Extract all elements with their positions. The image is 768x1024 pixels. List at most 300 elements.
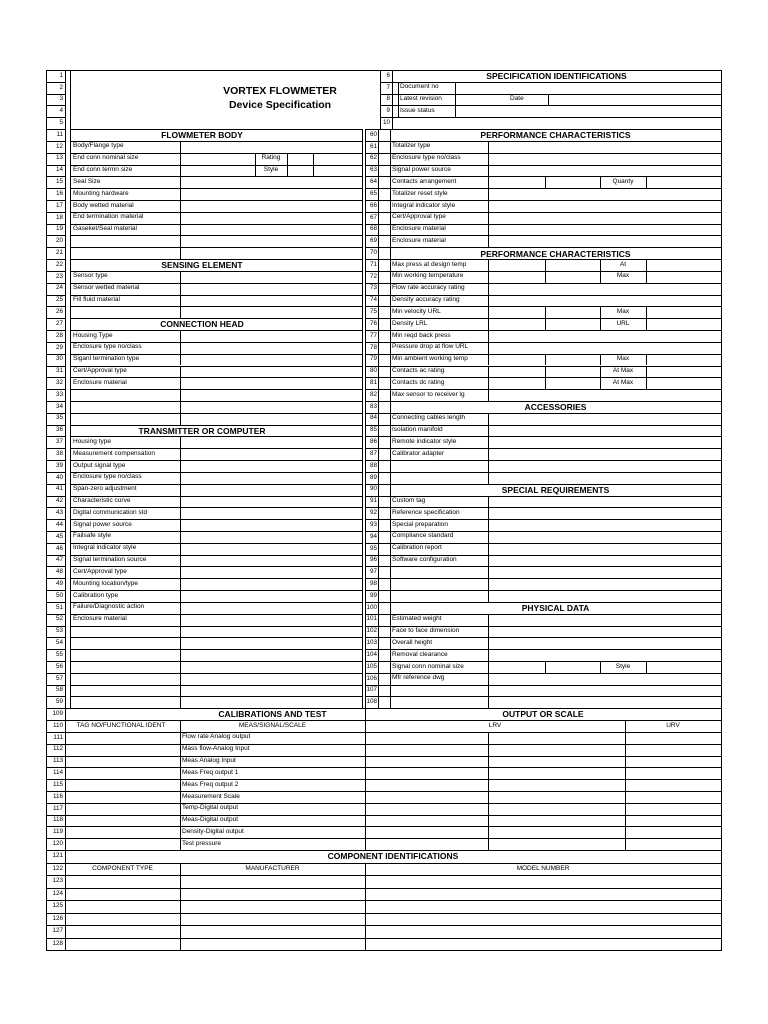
number-row-line <box>46 141 65 142</box>
section-heading: OUTPUT OR SCALE <box>502 709 584 720</box>
row-number: 26 <box>55 308 63 316</box>
field-value[interactable] <box>488 212 721 224</box>
section-heading: SENSING ELEMENT <box>161 260 243 271</box>
field-value[interactable] <box>488 507 721 519</box>
field-value[interactable] <box>455 94 721 106</box>
row-number: 46 <box>55 544 63 552</box>
field-label: Seal Size <box>73 177 101 185</box>
field-value[interactable] <box>180 744 721 756</box>
document-title: VORTEX FLOWMETER <box>223 85 337 97</box>
row-number: 125 <box>52 902 63 910</box>
column-header: MODEL NUMBER <box>516 864 570 872</box>
row-number: 93 <box>369 520 377 528</box>
column-header: MANUFACTURER <box>245 864 300 872</box>
value-column-line <box>180 413 181 425</box>
field-value[interactable] <box>180 673 362 685</box>
value-column-line <box>180 224 181 236</box>
field-value[interactable] <box>488 295 721 307</box>
value-column-line <box>180 330 181 342</box>
value-column-line <box>180 247 181 259</box>
sub-cell-line <box>646 306 647 318</box>
field-value[interactable] <box>488 649 721 661</box>
field-value[interactable] <box>488 224 721 236</box>
field-value[interactable] <box>180 212 362 224</box>
value-column-line <box>180 472 181 484</box>
row-number: 32 <box>55 379 63 387</box>
row-number: 23 <box>55 272 63 280</box>
row-number: 17 <box>55 201 63 209</box>
field-value[interactable] <box>488 673 721 685</box>
component-cell[interactable] <box>65 888 721 900</box>
field-label: Meas Analog Input <box>182 757 236 765</box>
component-cell[interactable] <box>65 938 721 950</box>
row-number: 65 <box>369 189 377 197</box>
sub-cell-line <box>646 366 647 378</box>
component-type-line <box>180 863 181 950</box>
row-number: 45 <box>55 532 63 540</box>
row-number: 60 <box>369 130 377 138</box>
field-label: Housing Type <box>73 331 113 339</box>
field-value[interactable] <box>488 330 721 342</box>
number-row-line <box>46 472 65 473</box>
field-value[interactable] <box>180 507 362 519</box>
row-number: 67 <box>369 213 377 221</box>
row-number: 111 <box>53 733 63 741</box>
component-cell[interactable] <box>65 875 721 887</box>
field-label: Flow rate Analog output <box>182 733 251 741</box>
component-cell[interactable] <box>65 900 721 912</box>
field-value[interactable] <box>180 330 362 342</box>
row-number: 85 <box>369 426 377 434</box>
field-value[interactable] <box>488 165 721 177</box>
field-value[interactable] <box>180 271 362 283</box>
field-label: Mass flow-Analog Input <box>182 745 250 753</box>
field-value[interactable] <box>488 578 721 590</box>
row-number: 51 <box>55 603 63 611</box>
value-column-line <box>180 507 181 519</box>
row-number: 105 <box>366 662 377 670</box>
column-header: LRV <box>488 721 502 729</box>
column-header: MEAS/SIGNAL/SCALE <box>238 721 307 729</box>
field-value[interactable] <box>180 767 721 779</box>
field-sublabel: At Max <box>612 378 634 386</box>
field-value[interactable] <box>180 295 362 307</box>
row-number: 57 <box>55 674 63 682</box>
row-number: 115 <box>52 780 63 788</box>
number-row-line <box>46 330 65 331</box>
field-value[interactable] <box>180 366 362 378</box>
section-heading: CALIBRATIONS AND TEST <box>218 709 327 720</box>
row-number: 41 <box>55 485 63 493</box>
field-value[interactable] <box>180 661 362 673</box>
field-value[interactable] <box>488 141 721 153</box>
value-column-line <box>180 188 181 200</box>
field-value[interactable] <box>180 626 362 638</box>
field-value[interactable] <box>488 626 721 638</box>
field-value[interactable] <box>180 791 721 803</box>
field-value[interactable] <box>488 696 721 708</box>
sub-cell-line <box>313 153 314 165</box>
section-heading: SPECIFICATION IDENTIFICATIONS <box>486 71 627 81</box>
field-value[interactable] <box>455 82 721 94</box>
field-value[interactable] <box>488 425 721 437</box>
column-header: TAG NO/FUNCTIONAL IDENT <box>76 721 166 729</box>
value-column-line <box>180 212 181 224</box>
row-number: 83 <box>369 402 377 410</box>
field-sublabel: Style <box>263 166 279 174</box>
field-value[interactable] <box>180 815 721 827</box>
field-value[interactable] <box>180 283 362 295</box>
row-number: 97 <box>369 568 377 576</box>
field-label: Enclosure type no/class <box>392 154 461 162</box>
row-number: 28 <box>55 331 63 339</box>
row-number: 59 <box>55 698 63 706</box>
field-value[interactable] <box>488 235 721 247</box>
value-column-line <box>180 661 181 673</box>
field-value[interactable] <box>488 389 721 401</box>
field-label: Span-zero adjustment <box>73 485 137 493</box>
field-value[interactable] <box>488 590 721 602</box>
field-sublabel: URL <box>616 319 630 327</box>
row-number: 35 <box>55 414 63 422</box>
field-value[interactable] <box>488 685 721 697</box>
row-line <box>46 720 721 721</box>
row-number: 106 <box>366 674 377 682</box>
field-value[interactable] <box>180 519 362 531</box>
field-value[interactable] <box>180 756 721 768</box>
outer-bottom-border <box>46 950 722 951</box>
number-row-line <box>46 673 65 674</box>
row-number: 25 <box>55 296 63 304</box>
row-number: 40 <box>55 473 63 481</box>
number-row-line <box>46 531 65 532</box>
number-row-line <box>46 342 65 343</box>
field-label: Enclosure material <box>73 378 127 386</box>
field-value[interactable] <box>180 472 362 484</box>
field-value[interactable] <box>488 342 721 354</box>
field-label: Cert/Approval type <box>73 567 127 575</box>
field-value[interactable] <box>180 496 362 508</box>
field-value[interactable] <box>180 342 362 354</box>
field-sublabel: Date <box>510 95 524 103</box>
row-number: 118 <box>52 816 63 824</box>
section-heading: PERFORMANCE CHARACTERISTICS <box>480 248 631 259</box>
urv-start-line <box>625 720 626 850</box>
field-label: Mounting location/type <box>73 579 139 587</box>
sub-cell-line <box>545 661 546 673</box>
field-value[interactable] <box>455 105 721 117</box>
field-label: Min reqd back press <box>392 331 451 339</box>
field-value[interactable] <box>180 200 362 212</box>
field-label: Removal clearance <box>392 650 448 658</box>
field-label: Enclosure material <box>392 225 446 233</box>
field-value[interactable] <box>180 401 362 413</box>
row-number: 126 <box>52 914 63 922</box>
field-value[interactable] <box>180 413 362 425</box>
field-label: Test pressure <box>182 839 222 847</box>
value-column-line <box>180 519 181 531</box>
row-number: 113 <box>52 757 63 765</box>
row-number: 81 <box>369 379 377 387</box>
right-label-line <box>390 129 391 708</box>
field-value[interactable] <box>488 555 721 567</box>
row-number: 121 <box>52 852 63 860</box>
row-number: 33 <box>55 390 63 398</box>
value-column-line <box>180 377 181 389</box>
field-value[interactable] <box>180 602 362 614</box>
field-value[interactable] <box>488 460 721 472</box>
row-number: 77 <box>369 331 377 339</box>
field-value[interactable] <box>180 484 362 496</box>
row-number: 88 <box>369 461 377 469</box>
field-label: Totalizer type <box>392 142 431 150</box>
section-heading: TRANSMITTER OR COMPUTER <box>138 425 266 436</box>
row-number: 18 <box>55 213 63 221</box>
field-label: Density LRL <box>392 319 428 327</box>
field-value[interactable] <box>180 732 721 744</box>
field-value[interactable] <box>180 176 362 188</box>
field-value[interactable] <box>488 637 721 649</box>
field-label: Meas-Digital output <box>182 816 238 824</box>
component-cell[interactable] <box>65 925 721 937</box>
row-number: 87 <box>369 449 377 457</box>
row-number: 70 <box>369 249 377 256</box>
field-value[interactable] <box>180 637 362 649</box>
field-value[interactable] <box>180 235 362 247</box>
row-number: 14 <box>55 166 63 174</box>
field-value[interactable] <box>488 153 721 165</box>
field-value[interactable] <box>180 188 362 200</box>
section-heading: ACCESSORIES <box>524 402 587 413</box>
row-number: 119 <box>52 828 63 836</box>
row-number: 38 <box>55 449 63 457</box>
row-number: 27 <box>55 319 63 327</box>
value-column-line <box>180 295 181 307</box>
sub-cell-line <box>545 377 546 389</box>
field-value[interactable] <box>180 247 362 259</box>
sub-cell-line <box>646 259 647 271</box>
field-label: Characteristic curve <box>73 497 131 505</box>
field-label: Compliance standard <box>392 532 454 540</box>
sub-cell-line <box>646 377 647 389</box>
row-number: 1 <box>59 71 63 79</box>
row-number: 47 <box>55 556 63 564</box>
field-label: Connecting cables length <box>392 414 465 422</box>
field-label: Sensor wetted material <box>73 284 140 292</box>
field-value[interactable] <box>488 436 721 448</box>
row-number: 3 <box>59 95 63 103</box>
row-number: 37 <box>55 438 63 446</box>
value-column-line <box>180 555 181 567</box>
field-value[interactable] <box>488 496 721 508</box>
field-label: Signal power source <box>73 520 132 528</box>
field-label: Meas Freq output 1 <box>182 768 239 776</box>
field-value[interactable] <box>180 224 362 236</box>
field-label: Contacts dc rating <box>392 378 445 386</box>
field-value[interactable] <box>180 803 721 815</box>
sub-cell-line <box>545 366 546 378</box>
row-number: 55 <box>55 650 63 658</box>
row-number: 16 <box>55 189 63 197</box>
field-label: Flow rate accuracy rating <box>392 284 465 292</box>
field-label: Document no <box>400 83 439 91</box>
row-number: 114 <box>52 769 63 777</box>
field-label: Gaseket/Seal material <box>73 225 137 233</box>
field-value[interactable] <box>488 188 721 200</box>
field-value[interactable] <box>180 838 721 850</box>
sub-cell-line <box>646 271 647 283</box>
row-number: 71 <box>369 260 377 268</box>
field-value[interactable] <box>180 543 362 555</box>
row-number: 102 <box>366 627 377 635</box>
number-row-line <box>46 602 65 603</box>
column-header: COMPONENT TYPE <box>92 864 153 872</box>
row-number: 104 <box>366 650 377 658</box>
row-number: 19 <box>55 225 63 233</box>
row-number: 44 <box>55 520 63 528</box>
field-value[interactable] <box>180 614 362 626</box>
row-number: 78 <box>369 343 377 351</box>
sub-cell-line <box>545 306 546 318</box>
row-number: 20 <box>55 237 63 245</box>
field-label: Output signal type <box>73 461 126 469</box>
row-number: 15 <box>55 178 63 186</box>
number-row-line <box>46 519 65 520</box>
value-column-line <box>180 141 181 153</box>
row-number: 42 <box>55 497 63 505</box>
sub-cell-line <box>313 165 314 177</box>
field-label: Cert/Approval type <box>73 367 127 374</box>
field-label: Density-Digital output <box>182 827 244 835</box>
field-value[interactable] <box>180 377 362 389</box>
row-number: 74 <box>369 296 377 304</box>
column-header: URV <box>666 721 680 729</box>
field-label: Enclosure type no/class <box>73 473 142 481</box>
field-label: Signal termination source <box>73 556 147 564</box>
field-label: Measurement Scale <box>182 792 240 800</box>
sub-cell-line <box>646 318 647 330</box>
value-column-line <box>180 685 181 697</box>
row-number: 36 <box>55 426 63 434</box>
value-column-line <box>180 614 181 626</box>
row-number: 43 <box>55 509 63 517</box>
field-value[interactable] <box>488 200 721 212</box>
field-value[interactable] <box>180 436 362 448</box>
field-value[interactable] <box>488 472 721 484</box>
sub-cell-line <box>545 318 546 330</box>
value-column-line <box>180 306 181 318</box>
value-column-line <box>180 389 181 401</box>
number-row-line <box>46 212 65 213</box>
field-label: Reference specification <box>392 508 460 516</box>
field-value[interactable] <box>180 826 721 838</box>
field-label: End conn termn size <box>73 166 133 174</box>
component-cell[interactable] <box>65 913 721 925</box>
field-value[interactable] <box>180 649 362 661</box>
field-value[interactable] <box>180 460 362 472</box>
field-label: Failure/Diagnostic action <box>73 603 145 611</box>
field-value[interactable] <box>180 566 362 578</box>
row-number: 117 <box>52 804 63 812</box>
sub-cell-line <box>646 661 647 673</box>
field-value[interactable] <box>488 543 721 555</box>
row-number: 12 <box>55 142 63 150</box>
row-number: 110 <box>52 721 63 729</box>
field-sublabel: Rating <box>261 154 281 162</box>
row-number: 8 <box>386 95 390 103</box>
value-column-line <box>180 696 181 708</box>
field-value[interactable] <box>488 519 721 531</box>
field-value[interactable] <box>180 685 362 697</box>
field-value[interactable] <box>488 566 721 578</box>
field-value[interactable] <box>180 555 362 567</box>
sub-cell-line <box>646 176 647 188</box>
spec-row-line <box>380 117 721 118</box>
field-value[interactable] <box>180 696 362 708</box>
field-value[interactable] <box>180 448 362 460</box>
row-number: 5 <box>59 118 63 126</box>
number-row-line <box>46 259 65 260</box>
value-column-line <box>180 448 181 460</box>
sub-cell-line <box>255 153 256 165</box>
field-value[interactable] <box>180 590 362 602</box>
section-heading: FLOWMETER BODY <box>161 130 243 141</box>
number-row-line <box>46 661 65 662</box>
row-number: 80 <box>369 367 377 375</box>
row-number: 112 <box>52 745 63 753</box>
value-column-line <box>180 649 181 661</box>
row-number: 22 <box>55 260 63 268</box>
row-number: 24 <box>55 284 63 292</box>
field-label: Housing type <box>73 437 111 445</box>
row-number: 109 <box>52 709 63 717</box>
value-column-line <box>180 153 181 165</box>
row-number: 61 <box>369 142 377 150</box>
row-number: 79 <box>369 355 377 363</box>
field-label: Estimated weight <box>392 615 442 623</box>
sub-cell-line <box>545 271 546 283</box>
sub-cell-line <box>545 259 546 271</box>
field-value[interactable] <box>180 531 362 543</box>
field-value[interactable] <box>180 578 362 590</box>
field-value[interactable] <box>488 531 721 543</box>
field-label: Remote indicator style <box>392 437 457 445</box>
section-heading: SPECIAL REQUIREMENTS <box>501 484 610 495</box>
field-value[interactable] <box>488 413 721 425</box>
field-label: Software configuration <box>392 556 457 564</box>
row-number: 21 <box>55 249 63 256</box>
number-row-line <box>46 82 65 83</box>
field-label: Min velocity URL <box>392 307 441 315</box>
field-value[interactable] <box>488 448 721 460</box>
field-value[interactable] <box>488 614 721 626</box>
field-value[interactable] <box>180 779 721 791</box>
field-label: Pressure drop at flow URL <box>392 343 469 351</box>
field-value[interactable] <box>180 354 362 366</box>
field-label: Special preparation <box>392 520 449 528</box>
field-value[interactable] <box>488 283 721 295</box>
field-label: Calibration type <box>73 591 119 599</box>
field-value[interactable] <box>180 389 362 401</box>
row-number: 72 <box>369 272 377 280</box>
field-value[interactable] <box>180 306 362 318</box>
field-label: Signal power source <box>392 166 451 174</box>
field-label: Density accuracy rating <box>392 296 460 304</box>
left-end-line <box>362 129 363 708</box>
value-column-line <box>180 484 181 496</box>
sub-cell-line <box>287 153 288 165</box>
field-value[interactable] <box>180 141 362 153</box>
